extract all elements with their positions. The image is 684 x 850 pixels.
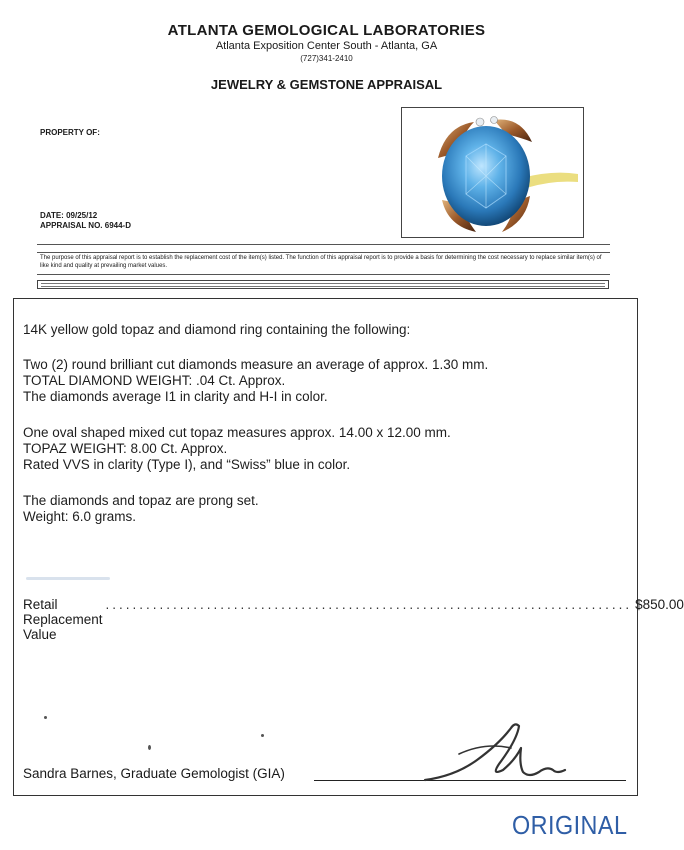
original-stamp: ORIGINAL [512,810,628,840]
metal-weight: Weight: 6.0 grams. [23,509,137,524]
company-address: Atlanta Exposition Center South - Atlanta, GA [215,40,438,52]
appraisal-date: DATE: 09/25/12 [40,211,98,220]
ring-photo [401,107,584,238]
scan-speck [261,734,264,737]
divider-upper [37,252,610,253]
company-phone: (727)341-2410 [300,54,353,63]
scan-speck [148,745,151,750]
document-title: JEWELRY & GEMSTONE APPRAISAL [210,77,443,92]
scan-smudge [26,577,110,580]
divider-top [37,244,610,245]
setting-type: The diamonds and topaz are prong set. [23,493,259,508]
item-summary: 14K yellow gold topaz and diamond ring containing the following: [23,322,411,337]
topaz-weight: TOPAZ WEIGHT: 8.00 Ct. Approx. [23,441,228,456]
diamond-grade: The diamonds average I1 in clarity and H-I in color. [23,389,328,404]
replacement-value-amount: $850.00 [635,597,684,612]
divider-lower [37,274,610,275]
replacement-value-label: Retail Replacement Value [23,597,103,642]
ring-illustration [402,108,583,237]
leader-dots: .............................................................................. [105,597,633,612]
scan-speck [44,716,47,719]
replacement-value-line [23,597,684,642]
diamond-measure: Two (2) round brilliant cut diamonds measure an average of approx. 1.30 mm. [23,357,489,372]
appraisal-number: APPRAISAL NO. 6944-D [40,221,131,230]
company-name: ATLANTA GEMOLOGICAL LABORATORIES [167,22,486,39]
purpose-statement: The purpose of this appraisal report is to establish the replacement cost of the item(s) listed. The function of this appraisal report is to provide a basis for determining the cost necessary to replace similar item(s) of like kind and quality at prevailing market values. [40,255,602,269]
topaz-measure: One oval shaped mixed cut topaz measures approx. 14.00 x 12.00 mm. [23,425,451,440]
handwritten-signature [415,718,575,788]
property-of-label: PROPERTY OF: [40,128,100,137]
topaz-grade: Rated VVS in clarity (Type I), and “Swiss” blue in color. [23,457,351,472]
appraiser-name: Sandra Barnes, Graduate Gemologist (GIA) [23,766,285,781]
decorative-bar [37,280,609,289]
diamond-weight: TOTAL DIAMOND WEIGHT: .04 Ct. Approx. [23,373,286,388]
